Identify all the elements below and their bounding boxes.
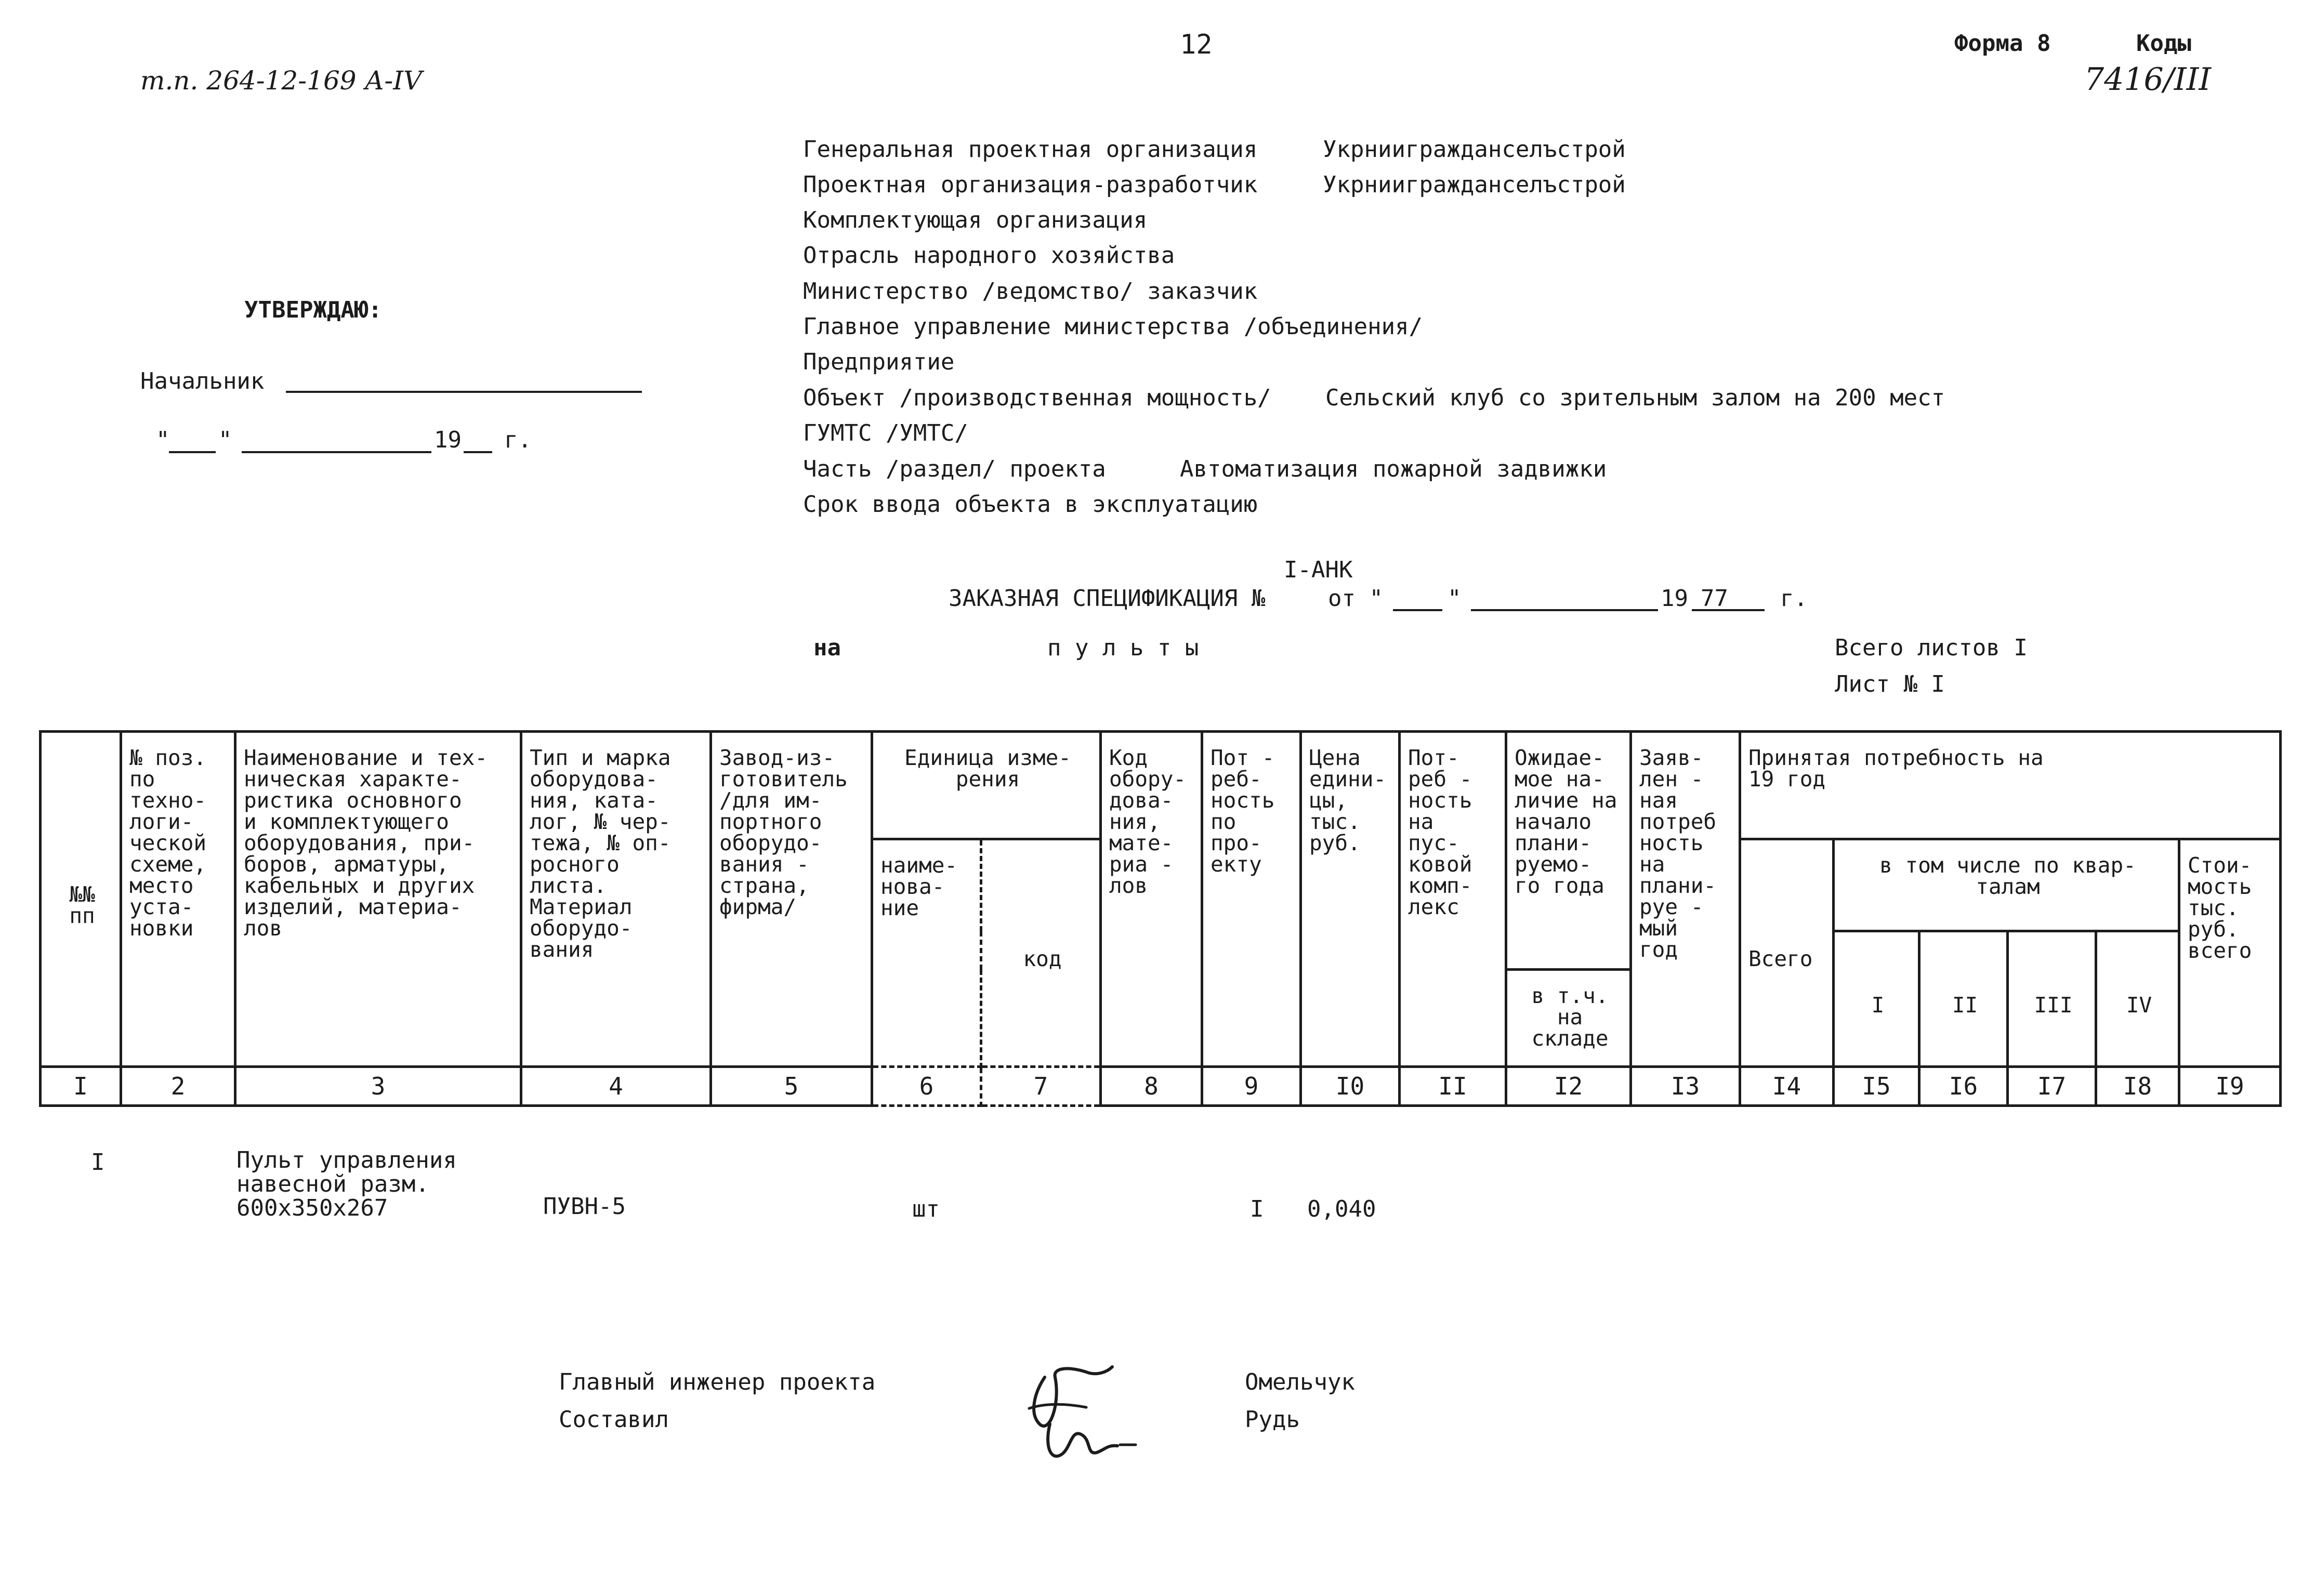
spec-date-month-line <box>1471 609 1658 611</box>
spec-year-suffix: г. <box>1780 585 1808 612</box>
column-number: I2 <box>1506 1067 1631 1106</box>
row-item-name-line: навесной разм. <box>236 1171 429 1198</box>
date-day-line <box>169 451 216 453</box>
form-label: Форма 8 <box>1954 30 2051 57</box>
spec-title: ЗАКАЗНАЯ СПЕЦИФИКАЦИЯ № <box>949 585 1266 612</box>
header-launch-need: Пот- реб - ность на пус- ковой комп- лекс <box>1400 732 1506 1067</box>
header-field-ministry: Министерство /ведомство/ заказчик <box>803 278 1258 305</box>
header-field-general-org: Генеральная проектная организация Укрниигражданселъстрой <box>803 136 1626 163</box>
sheet-number: Лист № I <box>1835 671 1945 697</box>
row-item-name <box>236 1149 457 1221</box>
header-declared-need: Заяв- лен - ная потреб ность на плани- руе - мый год <box>1631 732 1740 1067</box>
column-number-row <box>41 1067 2281 1106</box>
header-field-supplier-org: Комплектующая организация <box>803 207 1148 233</box>
date-year-prefix: 19 <box>434 427 462 453</box>
spec-subject: п у л ь т ы <box>1047 635 1199 661</box>
header-position: № поз. по техно- логи- ческой схеме, место уста- новки <box>121 732 235 1067</box>
page-number: 12 <box>1180 29 1213 60</box>
header-equipment-code: Код обору- дова- ния, мате- риа - лов <box>1101 732 1202 1067</box>
header-quarter-1: I <box>1834 931 1919 1067</box>
spec-year-line <box>1692 609 1765 611</box>
header-field-commissioning-date: Срок ввода объекта в эксплуатацию <box>803 491 1258 518</box>
header-unit-price: Цена едини- цы, тыс. руб. <box>1301 732 1400 1067</box>
chief-engineer-name: Омельчук <box>1245 1369 1355 1395</box>
row-item-unit: шт <box>912 1196 940 1222</box>
row-item-name-line: 600x350x267 <box>236 1195 388 1222</box>
column-number: 6 <box>872 1067 981 1106</box>
column-number: I4 <box>1740 1067 1834 1106</box>
header-quarter-3: III <box>2008 931 2096 1067</box>
header-field-main-department: Главное управление министерства /объединения/ <box>803 313 1423 340</box>
header-manufacturer: Завод-из- готовитель /для им- портного оборудо- вания - страна, фирма/ <box>711 732 872 1067</box>
row-number: I <box>91 1149 105 1176</box>
spec-date-close-quote: " <box>1448 585 1462 612</box>
date-month-line <box>242 451 431 453</box>
column-number: I8 <box>2096 1067 2179 1106</box>
date-close-quote: " <box>218 427 232 453</box>
codes-label: Коды <box>2136 30 2191 57</box>
header-unit-group: Единица изме- рения <box>872 732 1101 839</box>
column-number: 2 <box>121 1067 235 1106</box>
header-quarters-group: в том числе по квар- талам <box>1834 839 2179 931</box>
row-item-type: ПУВН-5 <box>543 1193 626 1220</box>
specification-table <box>39 730 2282 1107</box>
row-item-price: 0,040 <box>1307 1196 1376 1222</box>
header-quarter-2: II <box>1919 931 2008 1067</box>
header-type: Тип и марка оборудова- ния, ката- лог, № чер- тежа, № оп- росного листа. Материал оборудо- вания <box>521 732 711 1067</box>
header-field-project-part: Часть /раздел/ проекта Автоматизация пожарной задвижки <box>803 456 1607 482</box>
column-number: I6 <box>1919 1067 2008 1106</box>
chief-signature-line <box>286 391 642 393</box>
date-open-quote: " <box>156 427 170 453</box>
date-year-suffix: г. <box>504 427 532 453</box>
header-field-developer-org: Проектная организация-разработчик Укрниигражданселъстрой <box>803 172 1626 198</box>
header-quarter-4: IV <box>2096 931 2179 1067</box>
column-number: 8 <box>1101 1067 1202 1106</box>
header-pp: №№ пп <box>41 732 121 1067</box>
table-header-row-1 <box>41 732 2281 839</box>
header-unit-name: наиме- нова- ние <box>872 839 981 1067</box>
header-field-industry: Отрасль народного хозяйства <box>803 242 1175 269</box>
column-number: I <box>41 1067 121 1106</box>
compiler-name: Рудь <box>1245 1406 1300 1433</box>
column-number: 5 <box>711 1067 872 1106</box>
row-item-name-line: Пульт управления <box>236 1147 457 1173</box>
compiler-label: Составил <box>559 1406 669 1433</box>
header-accepted-group: Принятая потребность на 19 год <box>1740 732 2281 839</box>
codes-value: 7416/III <box>2084 61 2212 98</box>
header-expected-stock: Ожидае- мое на- личие на начало плани- руемо- го года <box>1506 732 1631 970</box>
document-code: т.п. 264-12-169 А-IV <box>140 65 423 96</box>
column-number: I9 <box>2179 1067 2281 1106</box>
spec-year: 77 <box>1701 585 1728 612</box>
header-cost-total: Стои- мость тыс. руб. всего <box>2179 839 2281 1067</box>
header-unit-code: код <box>981 839 1101 1067</box>
total-sheets: Всего листов I <box>1835 635 2028 661</box>
header-name: Наименование и тех- ническая характе- ристика основного и комплектующего оборудования, при- боров, арматуры, кабельных и других изделий, материа- лов <box>235 732 521 1067</box>
chief-label: Начальник <box>140 368 265 394</box>
header-project-need: Пот - реб- ность по про- екту <box>1202 732 1301 1067</box>
chief-engineer-label: Главный инженер проекта <box>559 1369 876 1395</box>
row-item-quantity: I <box>1250 1196 1264 1222</box>
approved-label: УТВЕРЖДАЮ: <box>244 297 382 323</box>
column-number: 4 <box>521 1067 711 1106</box>
header-field-enterprise: Предприятие <box>803 349 955 375</box>
column-number: I0 <box>1301 1067 1400 1106</box>
spec-date-from: от " <box>1328 585 1383 612</box>
column-number: II <box>1400 1067 1506 1106</box>
spec-on-label: на <box>813 635 841 661</box>
date-year-line <box>464 451 492 453</box>
handwritten-signature-icon <box>1014 1346 1149 1476</box>
header-accepted-total: Всего <box>1740 839 1834 1067</box>
spec-year-prefix: 19 <box>1661 585 1688 612</box>
column-number: I7 <box>2008 1067 2096 1106</box>
column-number: 7 <box>981 1067 1101 1106</box>
header-field-object: Объект /производственная мощность/ Сельский клуб со зрительным залом на 200 мест <box>803 385 1945 411</box>
column-number: I3 <box>1631 1067 1740 1106</box>
header-in-stock: в т.ч. на складе <box>1506 970 1631 1067</box>
column-number: 3 <box>235 1067 521 1106</box>
header-field-gumts: ГУМТС /УМТС/ <box>803 420 968 446</box>
spec-date-day-line <box>1393 609 1442 611</box>
column-number: 9 <box>1202 1067 1301 1106</box>
column-number: I5 <box>1834 1067 1919 1106</box>
spec-number: I-АНК <box>1284 557 1353 583</box>
